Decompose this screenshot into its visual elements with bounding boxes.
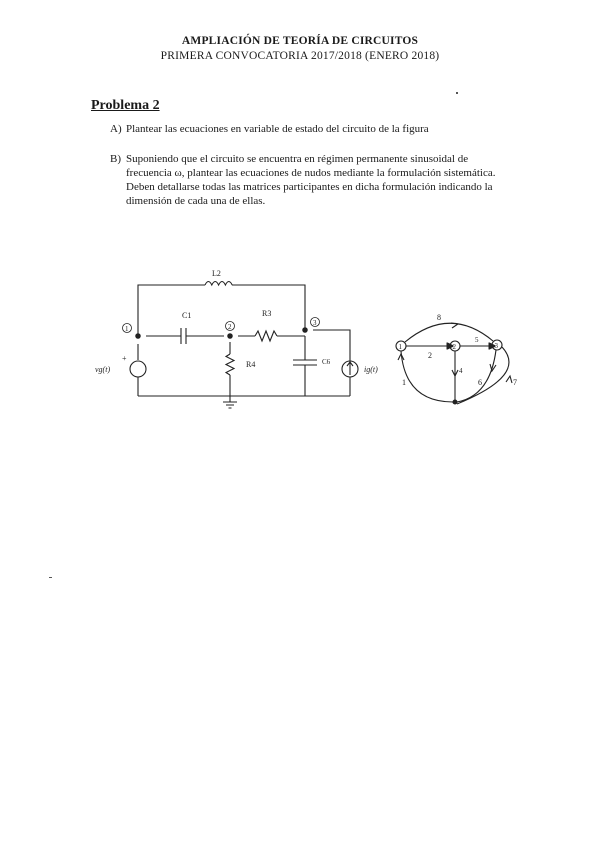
- branch-7-label: 7: [513, 378, 517, 387]
- inductor-label: L2: [212, 269, 221, 278]
- c6-label: C6: [322, 358, 331, 366]
- node-2-dot: [228, 334, 232, 338]
- circuit-diagram: [90, 262, 380, 422]
- node-2-label: 2: [228, 323, 232, 331]
- branch-1: [401, 351, 453, 402]
- c1-label: C1: [182, 311, 192, 320]
- vg-plus: +: [122, 354, 127, 363]
- vg-label: vg(t): [95, 365, 111, 374]
- graph-node-2-label: 2: [452, 343, 456, 351]
- branch-1-label: 1: [402, 378, 406, 387]
- exam-subtitle: PRIMERA CONVOCATORIA 2017/2018 (ENERO 2018): [160, 50, 440, 62]
- node-3-label: 3: [313, 319, 317, 327]
- branch-4-label: 4: [459, 367, 463, 375]
- resistor-r4: [226, 354, 234, 375]
- wire-n3-right: [313, 330, 350, 362]
- branch-5-label: 5: [475, 336, 479, 344]
- capacitor-c1: [181, 328, 186, 344]
- graph-node-3-label: 3: [494, 342, 498, 350]
- resistor-r3: [255, 331, 277, 341]
- branch-6: [457, 350, 496, 402]
- branch-8-label: 8: [437, 313, 441, 322]
- scan-speck: [49, 577, 52, 578]
- branch-7: [457, 347, 509, 404]
- node-1-dot: [136, 334, 140, 338]
- node-1-label: 1: [125, 325, 129, 333]
- question-b-label: B): [110, 153, 121, 165]
- branch-8: [405, 323, 493, 342]
- course-title: AMPLIACIÓN DE TEORÍA DE CIRCUITOS: [181, 35, 419, 47]
- branch-1-arrow: [398, 354, 404, 360]
- r4-label: R4: [246, 360, 256, 369]
- problem-title: Problema 2: [91, 98, 160, 113]
- voltage-source: [130, 361, 146, 377]
- r3-label: R3: [262, 309, 272, 318]
- ig-label: ig(t): [364, 365, 378, 374]
- branch-2-label: 2: [428, 351, 432, 360]
- circuit-graph: [385, 308, 525, 413]
- ground-symbol: [223, 396, 237, 408]
- inductor-symbol: [205, 282, 232, 286]
- top-wire: [138, 285, 305, 336]
- capacitor-c6: [293, 360, 317, 365]
- question-a-text: Plantear las ecuaciones en variable de estado del circuito de la figura: [126, 123, 429, 135]
- graph-ground-node: [453, 400, 457, 404]
- graph-node-1-label: 1: [398, 343, 402, 351]
- question-b-text: Suponiendo que el circuito se encuentra en régimen permanente sinusoidal de frecuencia ω, plantear las ecuaciones de nudos mediante la formulación sistemática. Deben detallarse todas las matrices participantes en dicha formulación indicando la dimensión de cada una de ellas.: [126, 153, 496, 207]
- node-3-dot: [303, 328, 307, 332]
- question-a-label: A): [110, 123, 122, 135]
- branch-7-arrow: [506, 376, 512, 383]
- branch-6-label: 6: [478, 378, 482, 387]
- current-arrow: [347, 362, 353, 375]
- scan-speck: [456, 92, 458, 94]
